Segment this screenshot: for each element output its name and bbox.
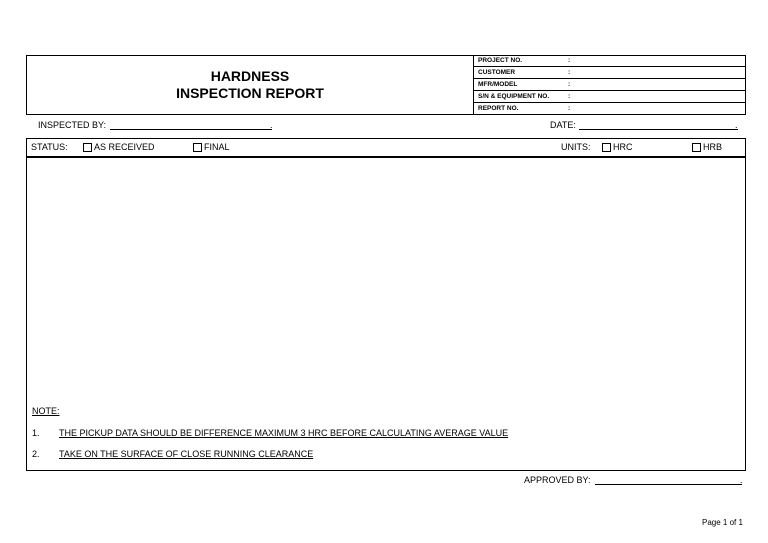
final-checkbox[interactable] <box>193 143 202 152</box>
final-label: FINAL <box>204 142 230 152</box>
as-received-checkbox[interactable] <box>83 143 92 152</box>
status-row-divider <box>26 156 746 158</box>
note-1-text: THE PICKUP DATA SHOULD BE DIFFERENCE MAXIMUM 3 HRC BEFORE CALCULATING AVERAGE VALUE <box>59 428 509 438</box>
date-field[interactable] <box>579 129 738 130</box>
info-label: REPORT NO. <box>478 105 519 112</box>
hrc-checkbox[interactable] <box>602 143 611 152</box>
hrc-label: HRC <box>613 142 633 152</box>
as-received-label: AS RECEIVED <box>94 142 155 152</box>
info-colon: : <box>568 57 571 64</box>
page-number: Page 1 of 1 <box>702 518 743 527</box>
inspected-by-label: INSPECTED BY: <box>38 120 107 130</box>
info-label: MFR/MODEL <box>478 81 518 88</box>
info-label: S/N & EQUIPMENT NO. <box>478 93 550 100</box>
note-2-text: TAKE ON THE SURFACE OF CLOSE RUNNING CLEARANCE <box>59 449 314 459</box>
inspected-by-field[interactable] <box>110 129 272 130</box>
notes-heading: NOTE: <box>32 406 60 416</box>
info-colon: : <box>568 105 571 112</box>
hrb-checkbox[interactable] <box>692 143 701 152</box>
info-row-report-no <box>473 103 745 115</box>
report-title-line1: HARDNESS <box>210 68 290 84</box>
date-end: . <box>735 120 738 130</box>
info-row-project-no <box>473 55 745 67</box>
info-row-mfr-model <box>473 79 745 91</box>
status-label: STATUS: <box>31 142 68 152</box>
note-1-number: 1. <box>32 428 40 438</box>
approved-by-end: . <box>740 475 743 485</box>
hrb-label: HRB <box>703 142 723 152</box>
approved-by-label: APPROVED BY: <box>524 475 591 485</box>
info-colon: : <box>568 93 571 100</box>
info-colon: : <box>568 69 571 76</box>
report-title-line2: INSPECTION REPORT <box>176 85 324 101</box>
info-label: PROJECT NO. <box>478 57 523 64</box>
info-row-customer <box>473 67 745 79</box>
main-body-box <box>26 138 746 471</box>
info-colon: : <box>568 81 571 88</box>
units-label: UNITS: <box>561 142 591 152</box>
approved-by-field[interactable] <box>595 484 742 485</box>
inspected-by-end: . <box>270 120 273 130</box>
info-label: CUSTOMER <box>478 69 516 76</box>
info-row-sn-equipment <box>473 91 745 103</box>
date-label: DATE: <box>550 120 576 130</box>
note-2-number: 2. <box>32 449 40 459</box>
